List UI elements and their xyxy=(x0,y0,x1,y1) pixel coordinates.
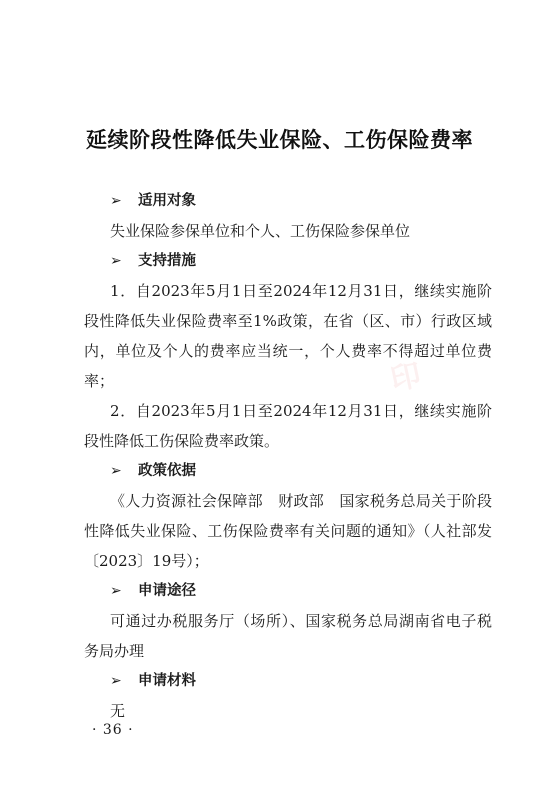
section-heading-measures xyxy=(84,246,492,276)
section-paragraph: 可通过办税服务厅（场所）、国家税务总局湖南省电子税务局办理 xyxy=(84,612,492,660)
section-heading-channel xyxy=(84,576,492,606)
section-heading-label: 政策依据 xyxy=(138,463,196,479)
section-paragraph: 1．自2023年5月1日至2024年12月31日，继续实施阶段性降低失业保险费率至1%政策，在省（区、市）行政区域内，单位及个人的费率应当统一，个人费率不得超过单位费率； xyxy=(84,282,492,390)
section-paragraph: 无 xyxy=(110,702,126,720)
page-number: · 36 · xyxy=(92,722,134,738)
arrow-marker-icon: ➢ xyxy=(110,463,122,479)
watermark: 印 xyxy=(387,356,428,399)
section-paragraph: 失业保险参保单位和个人、工伤保险参保单位 xyxy=(110,222,411,240)
document-body xyxy=(84,186,492,726)
section-heading-applicable xyxy=(84,186,492,216)
section-heading-materials xyxy=(84,666,492,696)
arrow-marker-icon: ➢ xyxy=(110,193,122,209)
section-paragraph: 2．自2023年5月1日至2024年12月31日，继续实施阶段性降低工伤保险费率政策。 xyxy=(84,402,492,450)
section-paragraph: 《人力资源社会保障部 财政部 国家税务总局关于阶段性降低失业保险、工伤保险费率有关问题的通知》（人社部发〔2023〕19号）； xyxy=(84,492,492,570)
arrow-marker-icon: ➢ xyxy=(110,583,122,599)
section-heading-label: 申请材料 xyxy=(138,673,196,689)
section-heading-basis xyxy=(84,456,492,486)
arrow-marker-icon: ➢ xyxy=(110,673,122,689)
section-heading-label: 支持措施 xyxy=(138,253,196,269)
section-heading-label: 申请途径 xyxy=(138,583,196,599)
section-heading-label: 适用对象 xyxy=(138,193,196,209)
arrow-marker-icon: ➢ xyxy=(110,253,122,269)
page-title: 延续阶段性降低失业保险、工伤保险费率 xyxy=(86,128,473,152)
